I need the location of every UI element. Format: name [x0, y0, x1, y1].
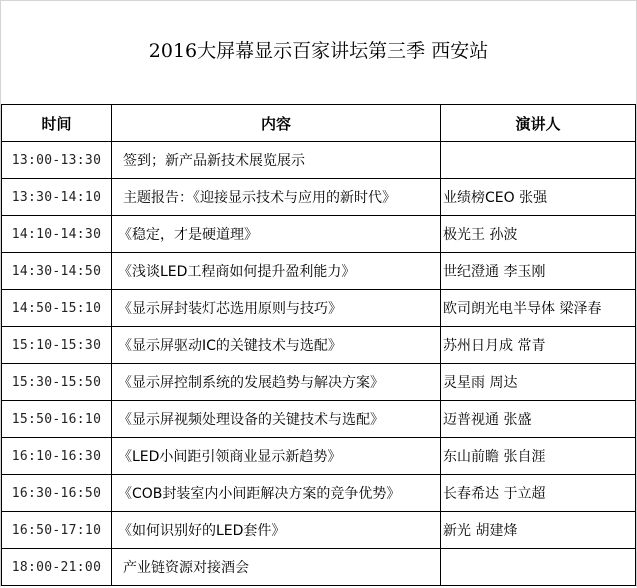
content-cell: 《显示屏控制系统的发展趋势与解决方案》	[112, 364, 441, 401]
content-cell: 签到；新产品新技术展览展示	[112, 142, 441, 179]
table-row	[2, 179, 636, 216]
table-row	[2, 253, 636, 290]
content-cell: 《浅谈LED工程商如何提升盈利能力》	[112, 253, 441, 290]
content-cell: 《如何识别好的LED套件》	[112, 512, 441, 549]
table-row	[2, 549, 636, 586]
table-row	[2, 327, 636, 364]
table-row	[2, 216, 636, 253]
content-cell: 主题报告：《迎接显示技术与应用的新时代》	[112, 179, 441, 216]
time-cell: 14:50-15:10	[2, 290, 112, 327]
content-cell: 《LED小间距引领商业显示新趋势》	[112, 438, 441, 475]
table-row	[2, 142, 636, 179]
time-cell: 14:30-14:50	[2, 253, 112, 290]
speaker-cell: 灵星雨 周达	[441, 364, 636, 401]
table-header-row	[2, 105, 636, 142]
time-cell: 15:30-15:50	[2, 364, 112, 401]
speaker-cell: 新光 胡建烽	[441, 512, 636, 549]
time-cell: 16:30-16:50	[2, 475, 112, 512]
speaker-cell	[441, 142, 636, 179]
table-row	[2, 401, 636, 438]
header-content: 内容	[112, 105, 441, 142]
speaker-cell: 苏州日月成 常青	[441, 327, 636, 364]
document-title: 2016大屏幕显示百家讲坛第三季 西安站	[148, 40, 489, 62]
content-cell: 《COB封装室内小间距解决方案的竞争优势》	[112, 475, 441, 512]
content-cell: 《显示屏视频处理设备的关键技术与选配》	[112, 401, 441, 438]
table-row	[2, 512, 636, 549]
time-cell: 13:00-13:30	[2, 142, 112, 179]
speaker-cell: 世纪澄通 李玉刚	[441, 253, 636, 290]
speaker-cell: 长春希达 于立超	[441, 475, 636, 512]
header-time: 时间	[2, 105, 112, 142]
speaker-cell: 迈普视通 张盛	[441, 401, 636, 438]
table-row	[2, 290, 636, 327]
time-cell: 15:10-15:30	[2, 327, 112, 364]
time-cell: 14:10-14:30	[2, 216, 112, 253]
table-row	[2, 438, 636, 475]
table-row	[2, 475, 636, 512]
speaker-cell	[441, 549, 636, 586]
speaker-cell: 极光王 孙波	[441, 216, 636, 253]
speaker-cell: 东山前瞻 张自涯	[441, 438, 636, 475]
time-cell: 16:10-16:30	[2, 438, 112, 475]
content-cell: 《显示屏驱动IC的关键技术与选配》	[112, 327, 441, 364]
table-row	[2, 364, 636, 401]
content-cell: 产业链资源对接酒会	[112, 549, 441, 586]
speaker-cell: 业绩榜CEO 张强	[441, 179, 636, 216]
time-cell: 15:50-16:10	[2, 401, 112, 438]
time-cell: 16:50-17:10	[2, 512, 112, 549]
content-cell: 《显示屏封装灯芯选用原则与技巧》	[112, 290, 441, 327]
speaker-cell: 欧司朗光电半导体 梁泽春	[441, 290, 636, 327]
header-speaker: 演讲人	[441, 105, 636, 142]
time-cell: 13:30-14:10	[2, 179, 112, 216]
content-cell: 《稳定，才是硬道理》	[112, 216, 441, 253]
time-cell: 18:00-21:00	[2, 549, 112, 586]
schedule-table	[1, 104, 636, 586]
